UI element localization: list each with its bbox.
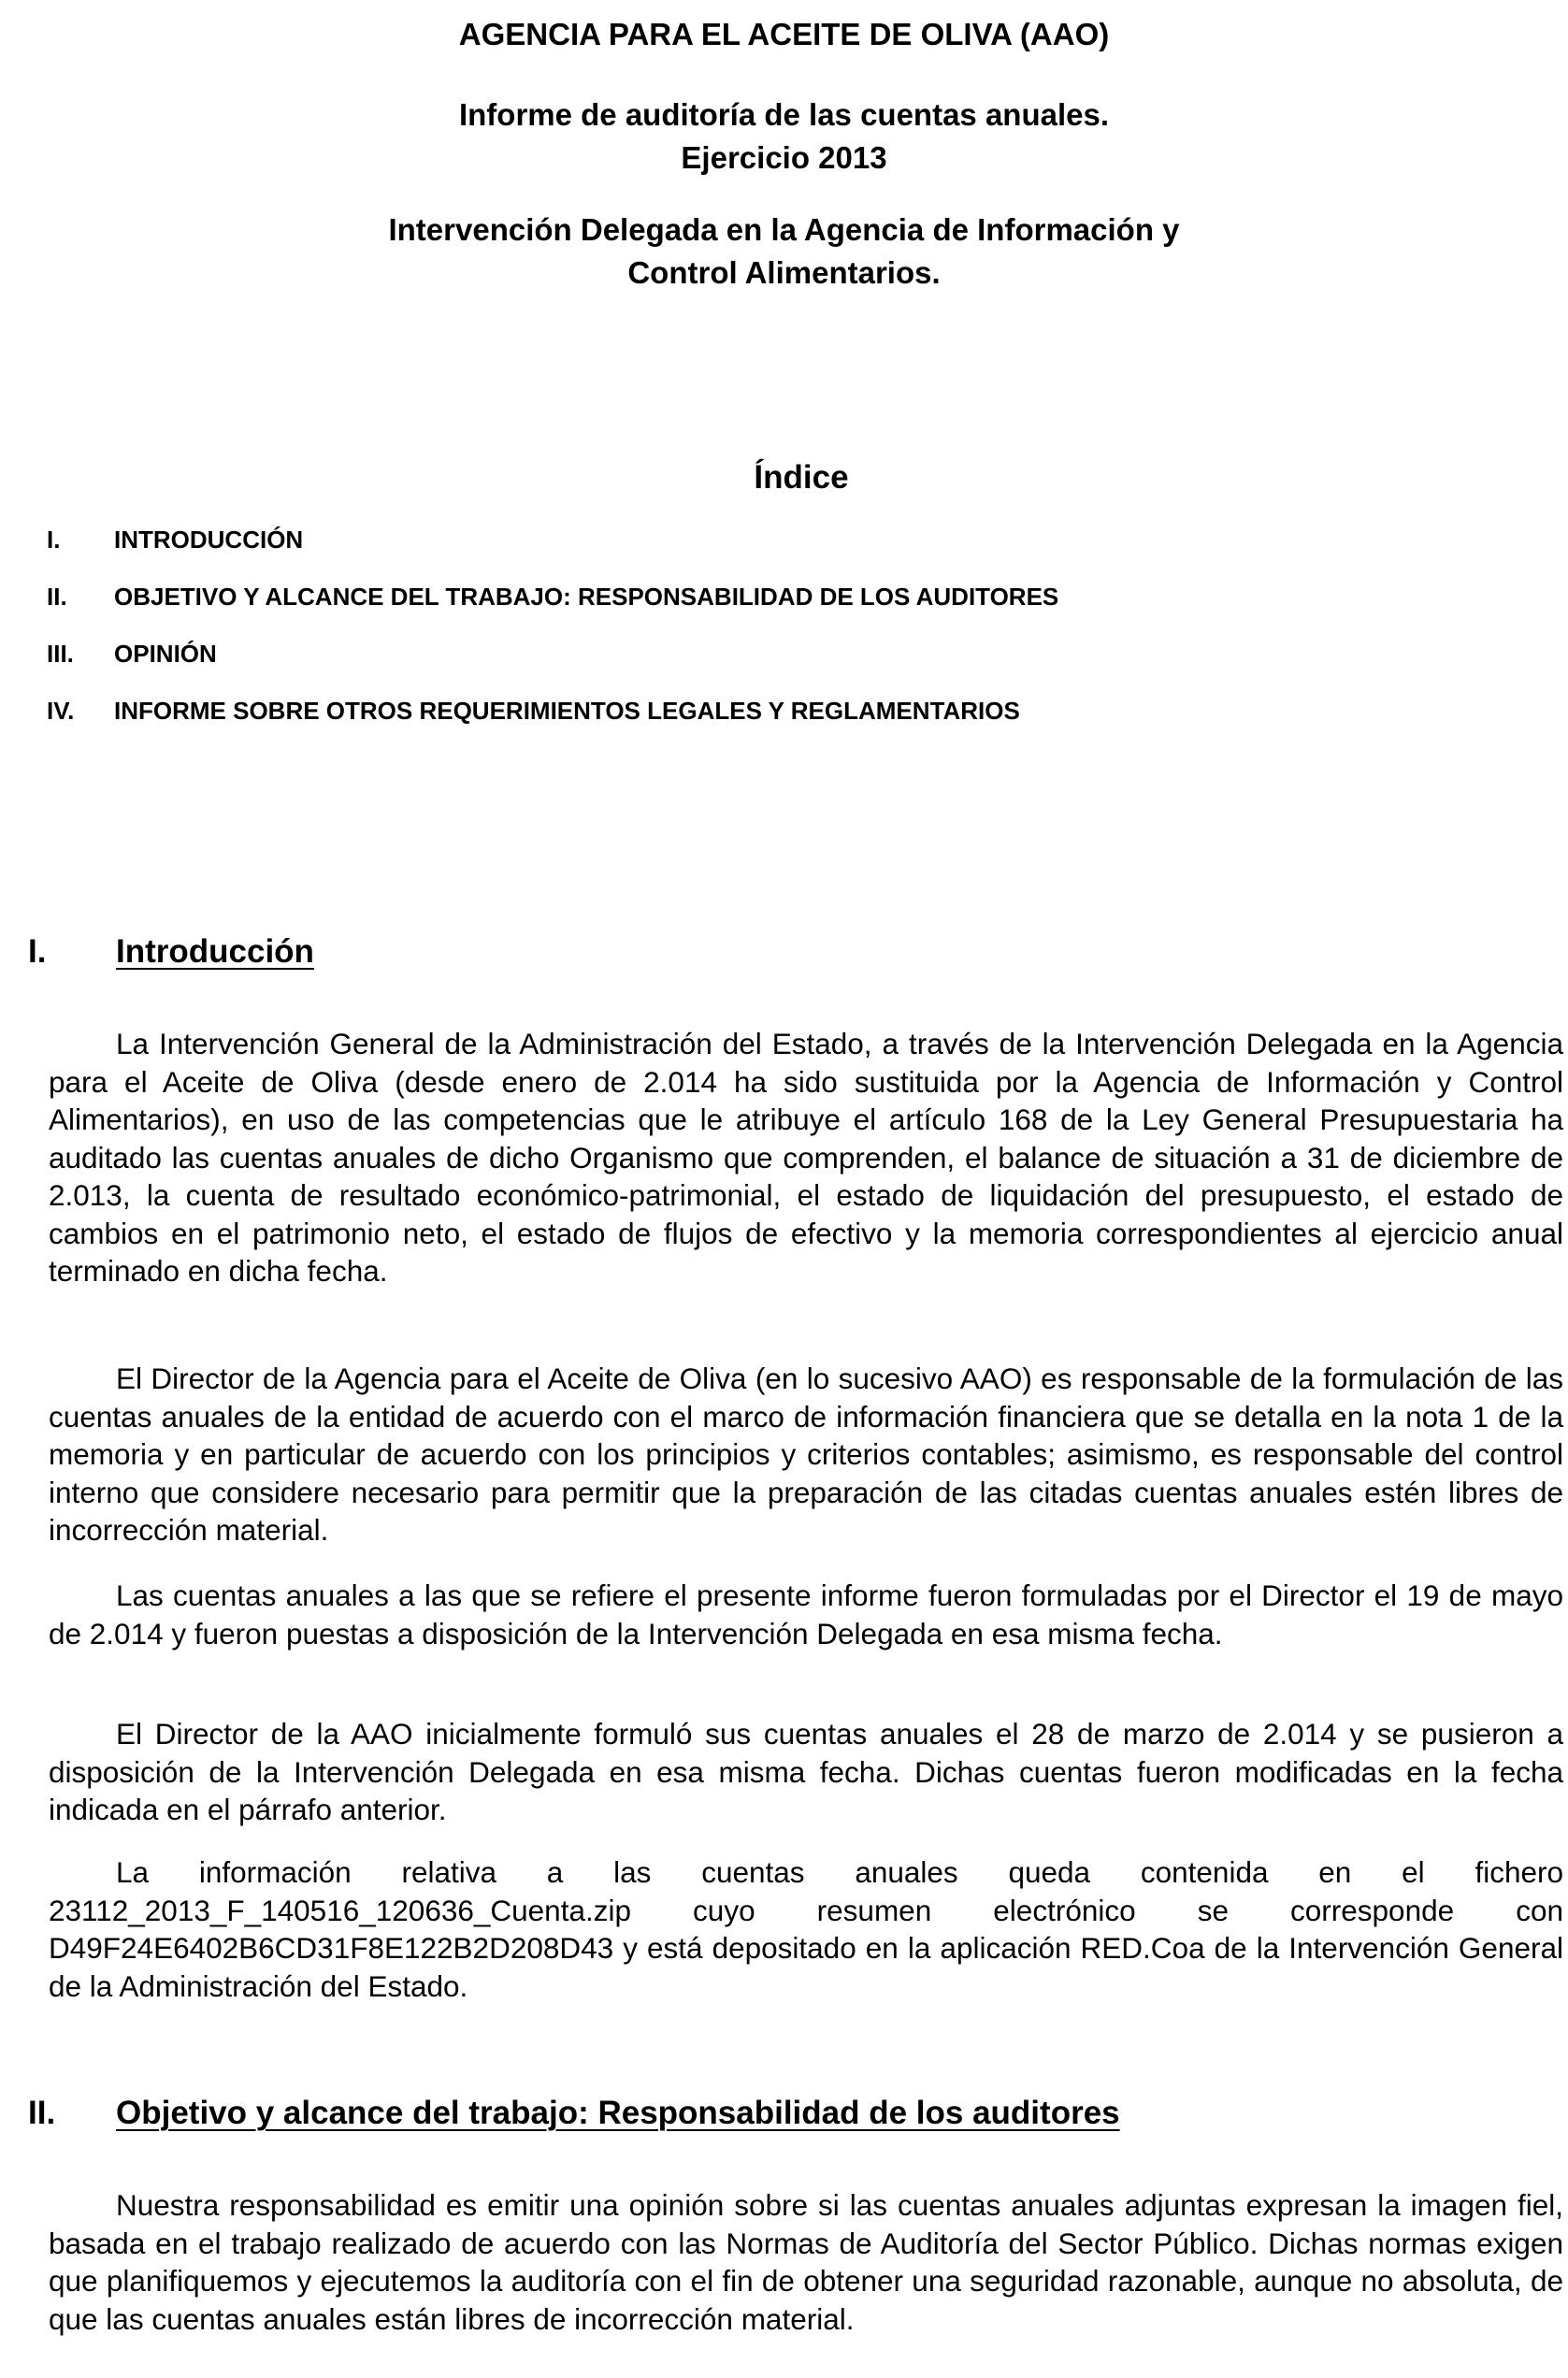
section-number: II. <box>28 2095 56 2131</box>
section-number: I. <box>28 933 47 970</box>
table-of-contents <box>47 524 1449 752</box>
intervention-line2: Control Alimentarios. <box>627 255 941 290</box>
toc-item-opinion <box>47 638 1449 695</box>
toc-item-number: IV. <box>47 697 75 725</box>
section-title: Objetivo y alcance del trabajo: Responsabilidad de los auditores <box>116 2095 1120 2131</box>
paragraph-intro-5: La información relativa a las cuentas anuales queda contenida en el fichero 23112_2013_F_140516_120636_Cuenta.zip cuyo resumen electrónico se corresponde con D49F24E6402B6CD31F8E122B2D208D43 y está depositado en la aplicación RED.Coa de la Intervención General de la Administración del Estado. <box>49 1855 1563 2003</box>
agency-title: AGENCIA PARA EL ACEITE DE OLIVA (AAO) <box>458 17 1110 51</box>
toc-item-label: OBJETIVO Y ALCANCE DEL TRABAJO: RESPONSABILIDAD DE LOS AUDITORES <box>114 583 1059 611</box>
toc-item-number: II. <box>47 583 67 611</box>
report-title-line2: Ejercicio 2013 <box>681 140 887 175</box>
toc-item-label: OPINIÓN <box>114 640 217 668</box>
paragraph-intro-4: El Director de la AAO inicialmente formuló sus cuentas anuales el 28 de marzo de 2.014 y se pusieron a disposición de la Intervención Delegada en esa misma fecha. Dichas cuentas fueron modificadas en la fecha indicada en el párrafo anterior. <box>49 1717 1563 1826</box>
toc-item-introduccion <box>47 524 1449 581</box>
toc-title: Índice <box>754 459 849 496</box>
section-title: Introducción <box>116 933 314 970</box>
toc-item-informe <box>47 695 1449 752</box>
paragraph-intro-3: Las cuentas anuales a las que se refiere el presente informe fueron formuladas por el Director el 19 de mayo de 2.014 y fueron puestas a disposición de la Intervención Delegada en esa misma fecha. <box>49 1578 1563 1650</box>
report-title-line1: Informe de auditoría de las cuentas anuales. <box>458 97 1110 132</box>
intervention-block <box>0 209 1568 295</box>
paragraph-intro-2: El Director de la Agencia para el Aceite de Oliva (en lo sucesivo AAO) es responsable de la formulación de las cuentas anuales de la entidad de acuerdo con el marco de información financiera que se detalla en la nota 1 de la memoria y en particular de acuerdo con los principios y criterios contables; asimismo, es responsable del control interno que considere necesario para permitir que la preparación de las citadas cuentas anuales estén libres de incorrección material. <box>49 1362 1563 1547</box>
paragraph-objetivo-1: Nuestra responsabilidad es emitir una opinión sobre si las cuentas anuales adjuntas expresan la imagen fiel, basada en el trabajo realizado de acuerdo con las Normas de Auditoría del Sector Público. Dichas normas exigen que planifiquemos y ejecutemos la auditoría con el fin de obtener una seguridad razonable, aunque no absoluta, de que las cuentas anuales están libres de incorrección material. <box>49 2188 1563 2336</box>
intervention-line1: Intervención Delegada en la Agencia de Información y <box>388 212 1180 247</box>
agency-title-block <box>0 13 1568 56</box>
toc-item-objetivo <box>47 581 1449 638</box>
toc-item-label: INTRODUCCIÓN <box>114 526 304 554</box>
toc-item-number: III. <box>47 640 74 668</box>
report-title-block <box>0 94 1568 180</box>
toc-item-label: INFORME SOBRE OTROS REQUERIMIENTOS LEGALES Y REGLAMENTARIOS <box>114 697 1020 725</box>
toc-item-number: I. <box>47 526 61 554</box>
paragraph-intro-1: La Intervención General de la Administración del Estado, a través de la Intervención Delegada en la Agencia para el Aceite de Oliva (desde enero de 2.014 ha sido sustituida por la Agencia de Información y Control Alimentarios), en uso de las competencias que le atribuye el artículo 168 de la Ley General Presupuestaria ha auditado las cuentas anuales de dicho Organismo que comprenden, el balance de situación a 31 de diciembre de 2.013, la cuenta de resultado económico-patrimonial, el estado de liquidación del presupuesto, el estado de cambios en el patrimonio neto, el estado de flujos de efectivo y la memoria correspondientes al ejercicio anual terminado en dicha fecha. <box>49 1027 1563 1288</box>
